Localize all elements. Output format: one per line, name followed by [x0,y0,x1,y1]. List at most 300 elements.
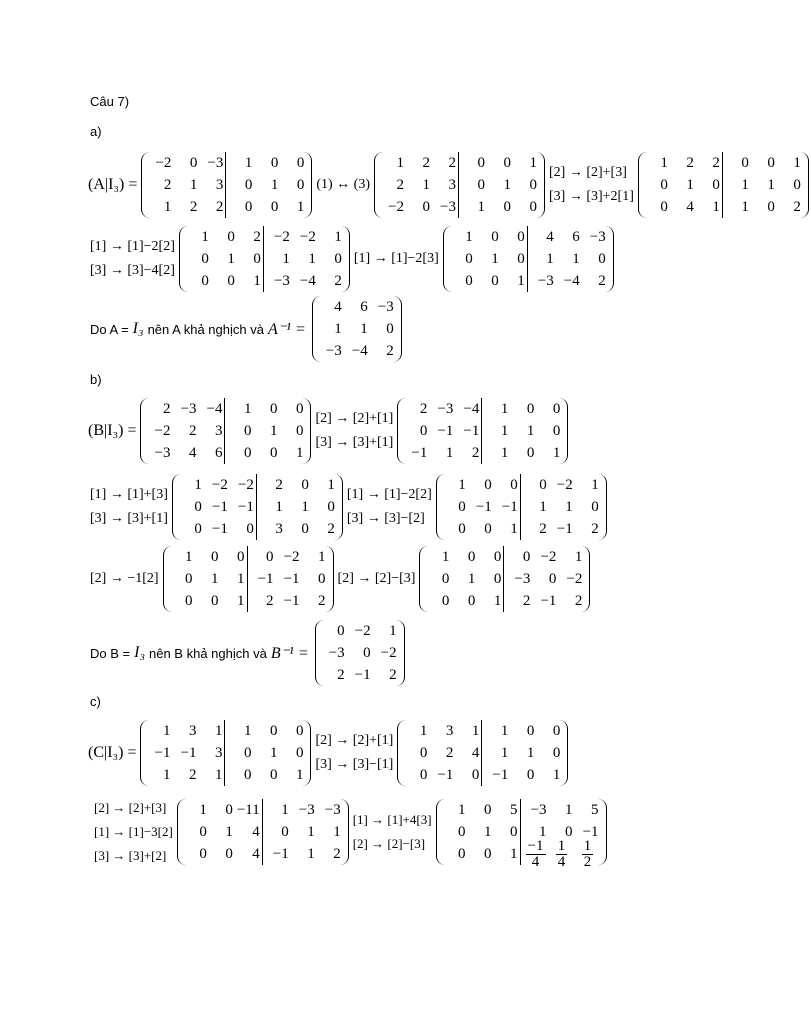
matrix-cell: 2 [334,272,342,289]
matrix [374,152,545,218]
row-operation [347,483,432,531]
matrix-cell: 0 [243,744,252,761]
matrix-cell: 0 [269,722,278,739]
row-operation-line: [3] → [3]+[2] [94,848,167,863]
matrix-cell: 0 [552,400,561,417]
matrix-cell: 1 [526,744,535,761]
matrix-cell: 0 [503,198,511,215]
matrix-cell: −1 [283,592,300,609]
matrix-cell: −2 [211,476,228,493]
matrix-cell: 1 [282,250,290,267]
matrix-cell: −1 [475,498,492,515]
matrix-cell: 1 [295,444,304,461]
matrix-cell: 0 [598,250,606,267]
matrix-cell: 0 [510,823,518,840]
matrix-cell: −1 [437,766,454,783]
matrix-cell: 2 [793,198,801,215]
c-lhs: (C|I₃) = [88,744,137,761]
matrix-right-block [224,720,303,786]
matrix-cell: 3 [445,722,454,739]
matrix-cell: 0 [270,198,279,215]
matrix-cell: 0 [458,823,466,840]
matrix-cell: 5 [510,801,518,818]
matrix-cell: 0 [493,570,502,587]
matrix-cell: 1 [565,801,573,818]
matrix-cell: −11 [236,801,260,818]
matrix-cell: 1 [445,444,454,461]
matrix-cell: −3 [207,154,224,171]
matrix-cell: 0 [296,154,305,171]
matrix-cell: 1 [458,801,466,818]
matrix-cell: 0 [458,498,466,515]
matrix-cell: $\frac{1}{2}$ [583,838,592,870]
matrix-cell: 0 [269,400,278,417]
matrix-cell: 0 [243,422,252,439]
matrix [179,226,350,292]
row-operation-line: (1) ↔ (3) [316,177,370,192]
matrix-cell: 1 [243,400,252,417]
matrix-cell: 1 [517,272,525,289]
matrix-cell: 0 [227,272,235,289]
matrix-cell: 0 [526,766,535,783]
matrix [638,152,809,218]
b-lhs: (B|I₃) = [88,422,137,439]
matrix-cell: 0 [591,498,599,515]
matrix-cell: 0 [244,198,253,215]
matrix-cell: −1 [582,823,599,840]
matrix-cell: −2 [237,476,254,493]
matrix-cell: 0 [419,422,428,439]
matrix-cell: 4 [471,744,480,761]
row-operation-line: [3] → [3]−[1] [315,757,394,772]
matrix-cell: 1 [471,722,480,739]
matrix-cell: 1 [307,845,315,862]
matrix-cell: 1 [269,422,278,439]
row-operation-line: [1] → [1]+[3] [90,487,168,502]
matrix-cell: 0 [337,622,345,639]
matrix-right-block [247,546,326,612]
matrix-cell: 1 [275,498,283,515]
matrix-left-block [148,398,222,464]
matrix-cell: 0 [712,176,720,193]
matrix-cell: 1 [767,176,775,193]
b-step1 [88,398,570,464]
matrix-cell: 1 [214,766,223,783]
matrix-cell: −3 [530,801,547,818]
matrix-cell: 0 [767,154,775,171]
matrix-left-block [646,152,720,218]
matrix-cell: 2 [333,845,341,862]
a-conclusion [90,296,404,362]
matrix-cell: 1 [529,154,537,171]
matrix-cell: 1 [591,476,599,493]
matrix-cell: 2 [598,272,606,289]
matrix-cell: 0 [295,422,304,439]
matrix-cell: 1 [227,250,235,267]
matrix-cell: 0 [484,801,492,818]
matrix-cell: 0 [334,250,342,267]
matrix-cell: 0 [363,644,371,661]
matrix-cell: 1 [686,176,694,193]
matrix-cell: 1 [552,444,561,461]
matrix-cell: 1 [500,400,509,417]
matrix-cell: 1 [225,823,233,840]
matrix-cell: −3 [440,198,456,215]
matrix-cell: −2 [155,154,172,171]
matrix-cell: 1 [484,823,492,840]
matrix-cell: 2 [591,520,599,537]
matrix [140,398,311,464]
matrix-cell: 6 [214,444,223,461]
matrix-cell: −1 [556,520,573,537]
matrix-cell: −3 [273,272,290,289]
matrix-cell: 1 [500,744,509,761]
a-step1 [88,152,811,218]
row-operation-line: [2] → [2]+[1] [315,733,394,748]
matrix-cell: 1 [334,228,342,245]
matrix-cell: 1 [243,722,252,739]
inverse-label: B⁻¹ = [270,645,309,662]
matrix-cell: 1 [396,154,404,171]
matrix-left-block [405,398,479,464]
conclusion-text: Do B = [90,645,131,661]
matrix-cell: −1 [257,570,274,587]
matrix-cell: 1 [741,176,749,193]
c-step2 [92,796,609,868]
matrix-cell: 0 [185,592,193,609]
matrix-cell: 2 [162,400,171,417]
matrix-cell: 0 [253,250,261,267]
matrix-cell: $\frac{1}{4}$ [557,838,566,870]
row-operation-line: [1] → [1]+4[3] [352,812,432,827]
matrix-cell: 2 [337,666,345,683]
matrix-cell: −2 [380,644,397,661]
matrix-right-block [263,226,342,292]
matrix-cell: 1 [211,570,219,587]
a-lhs: (A|I₃) = [88,176,138,193]
matrix-cell: 1 [162,766,171,783]
matrix-cell: 1 [539,823,547,840]
matrix-cell: 4 [252,823,260,840]
matrix-cell: 2 [386,342,394,359]
matrix-cell: 2 [522,592,531,609]
matrix-cell: −2 [154,422,171,439]
matrix-cell: −1 [411,444,428,461]
matrix-right-block [481,398,560,464]
matrix-cell: 2 [686,154,694,171]
matrix-cell: 2 [188,422,197,439]
matrix-cell: 1 [189,176,198,193]
matrix-cell: 0 [281,823,289,840]
matrix-block [320,296,394,362]
matrix-cell: 1 [565,498,573,515]
matrix-cell: −3 [377,298,394,315]
matrix-cell: 0 [467,548,476,565]
identity-symbol: I₃ [134,644,145,661]
b-conclusion [90,620,407,686]
matrix-cell: 0 [301,520,309,537]
c-step1 [88,720,570,786]
row-operation-line: [3] → [3]−[2] [346,511,425,526]
row-operation [316,173,370,197]
matrix-cell: 0 [296,176,305,193]
matrix-cell: 0 [565,823,573,840]
matrix-cell: 1 [793,154,801,171]
inverse-label: A⁻¹ = [267,321,306,338]
matrix-cell: 0 [237,548,245,565]
matrix-cell: −3 [325,342,342,359]
matrix-cell: 0 [465,272,473,289]
matrix-cell: 1 [493,592,502,609]
matrix [436,474,607,540]
matrix-cell: −3 [537,272,554,289]
matrix-left-block [444,474,518,540]
matrix-left-block [427,546,501,612]
matrix-left-block [382,152,456,218]
inverse-matrix [312,296,402,362]
matrix-cell: 0 [467,592,476,609]
a-step2 [88,226,616,292]
matrix-cell: 1 [360,320,368,337]
matrix-cell: 1 [389,622,397,639]
matrix-cell: 2 [445,744,454,761]
matrix-cell: 1 [253,272,261,289]
matrix-cell: 1 [244,154,253,171]
matrix-cell: 2 [471,444,480,461]
matrix-cell: 0 [244,176,253,193]
matrix-cell: 0 [484,476,492,493]
matrix-cell: 4 [546,228,554,245]
matrix-right-block [503,546,582,612]
matrix-cell: 1 [574,548,583,565]
matrix-cell: 2 [163,176,172,193]
matrix-cell: 0 [243,766,252,783]
matrix-block [323,620,397,686]
matrix-cell: 1 [660,154,668,171]
matrix-cell: −2 [566,570,583,587]
matrix-cell: 1 [269,744,278,761]
row-operation [354,247,439,271]
matrix [163,546,334,612]
matrix-cell: −1 [463,422,480,439]
row-operation-line: [2] → [2]+[1] [315,411,394,426]
matrix-cell: 1 [503,176,511,193]
matrix-cell: 1 [237,592,245,609]
matrix-cell: 1 [500,722,509,739]
part-c-label: c) [90,694,101,709]
matrix-cell: 1 [465,228,473,245]
matrix-left-block [180,474,254,540]
matrix-cell: 2 [188,766,197,783]
row-operation [338,567,416,591]
matrix-cell: 0 [301,476,309,493]
matrix-cell: 1 [572,250,580,267]
matrix-cell: 0 [660,198,668,215]
matrix-cell: −2 [354,622,371,639]
matrix-cell: 0 [767,198,775,215]
matrix-cell: 1 [295,766,304,783]
matrix-cell: −2 [299,228,316,245]
row-operation [90,483,168,531]
matrix-cell: 1 [546,250,554,267]
matrix-cell: 0 [211,592,219,609]
matrix-cell: $\frac{-1}{4}$ [527,838,544,870]
matrix-cell: 0 [185,570,193,587]
matrix-right-block [481,720,560,786]
matrix-cell: 0 [477,176,485,193]
matrix-cell: 0 [522,548,531,565]
matrix-cell: −3 [180,400,197,417]
matrix-cell: 0 [539,476,547,493]
matrix-cell: 0 [225,845,233,862]
matrix-cell: 1 [194,476,202,493]
row-operation [90,235,175,283]
matrix-cell: 1 [214,722,223,739]
matrix-cell: −1 [501,498,518,515]
matrix-cell: 1 [281,801,289,818]
matrix-cell: −3 [324,801,341,818]
matrix-cell: 2 [189,198,198,215]
matrix-left-block [451,226,525,292]
matrix-cell: 1 [712,198,720,215]
matrix-cell: 1 [500,422,509,439]
matrix-cell: 4 [252,845,260,862]
row-operation-line: [2] → −1[2] [90,571,159,586]
b-step2 [88,474,609,540]
matrix-right-block [520,799,599,870]
part-b-label: b) [90,372,102,387]
row-operation-line: [2] → [2]−[3] [352,836,426,851]
inverse-matrix [315,620,405,686]
matrix-cell: 0 [552,722,561,739]
matrix-cell: −4 [563,272,580,289]
matrix-left-block [405,720,479,786]
matrix-right-block [520,474,599,540]
row-operation-line: [3] → [3]+[1] [315,435,394,450]
matrix-cell: −1 [211,520,228,537]
matrix-cell: 0 [199,823,207,840]
matrix-cell: 6 [360,298,368,315]
matrix-cell: 0 [318,570,326,587]
row-operation-line: [2] → [2]+[3] [549,165,627,180]
conclusion-text: Do A = [90,321,129,337]
matrix [172,474,343,540]
matrix-cell: 1 [419,722,428,739]
matrix-right-block [458,152,537,218]
matrix-cell: 1 [467,570,476,587]
matrix-cell: 1 [510,520,518,537]
matrix-right-block [262,799,341,865]
matrix-cell: 0 [529,176,537,193]
matrix [397,720,568,786]
matrix-cell: 2 [448,154,456,171]
matrix-cell: 0 [548,570,557,587]
matrix-cell: 2 [215,198,224,215]
matrix [436,799,607,870]
matrix-right-block [225,152,304,218]
row-operation [90,567,159,591]
matrix-cell: 1 [500,444,509,461]
matrix-cell: 0 [493,548,502,565]
row-operation-line: [3] → [3]−4[2] [90,263,175,278]
matrix-cell: 3 [215,176,224,193]
matrix-cell: −2 [283,548,300,565]
matrix-cell: 1 [526,422,535,439]
matrix-cell: −1 [492,766,509,783]
matrix-left-block [187,226,261,292]
matrix-cell: 0 [386,320,394,337]
matrix-cell: −3 [328,644,345,661]
matrix-cell: 0 [227,228,235,245]
matrix-cell: 1 [318,548,326,565]
matrix-cell: 0 [503,154,511,171]
matrix-cell: 0 [211,548,219,565]
question-title: Câu 7) [90,94,130,109]
matrix-cell: 0 [266,548,274,565]
matrix-cell: 1 [539,498,547,515]
matrix-cell: 2 [539,520,547,537]
matrix-cell: −2 [540,548,557,565]
conclusion-text: nên B khả nghịch và [149,645,267,661]
row-operation [549,161,634,209]
matrix-right-block [527,226,606,292]
matrix-cell: −4 [463,400,480,417]
matrix-cell: 0 [552,744,561,761]
matrix-cell: 2 [253,228,261,245]
matrix-cell: −1 [154,744,171,761]
row-operation-line: [1] → [1]−2[2] [90,239,175,254]
b-step3 [88,546,592,612]
matrix-cell: 0 [201,250,209,267]
matrix-cell: 1 [491,250,499,267]
matrix-cell: 1 [307,823,315,840]
matrix-cell: −2 [273,228,290,245]
row-operation-line: [2] → [2]−[3] [337,571,416,586]
matrix-cell: −1 [540,592,557,609]
matrix-cell: 0 [741,154,749,171]
matrix-cell: −3 [437,400,454,417]
matrix-cell: 1 [477,198,485,215]
matrix-cell: 2 [712,154,720,171]
matrix-cell: 0 [529,198,537,215]
row-operation-line: [3] → [3]+2[1] [549,189,634,204]
matrix-cell: −4 [351,342,368,359]
matrix-cell: 5 [591,801,599,818]
matrix-cell: 1 [458,476,466,493]
matrix-cell: 0 [660,176,668,193]
row-operation-line: [2] → [2]+[3] [94,800,167,815]
matrix-cell: 1 [334,320,342,337]
matrix-cell: 0 [552,422,561,439]
matrix-right-block [722,152,801,218]
row-operation [94,796,173,868]
matrix-cell: 0 [526,400,535,417]
identity-symbol: I₃ [132,320,144,337]
matrix-cell: 0 [269,444,278,461]
matrix-cell: 1 [301,498,309,515]
matrix-cell: 0 [419,744,428,761]
matrix-cell: 0 [189,154,198,171]
matrix-cell: 3 [188,722,197,739]
matrix-cell: 2 [318,592,326,609]
row-operation-line: [1] → [1]−3[2] [94,824,173,839]
matrix-right-block [224,398,303,464]
matrix-cell: 0 [246,520,254,537]
matrix-cell: 1 [270,176,279,193]
matrix-cell: 4 [188,444,197,461]
matrix-cell: 1 [741,198,749,215]
matrix-cell: 2 [396,176,404,193]
